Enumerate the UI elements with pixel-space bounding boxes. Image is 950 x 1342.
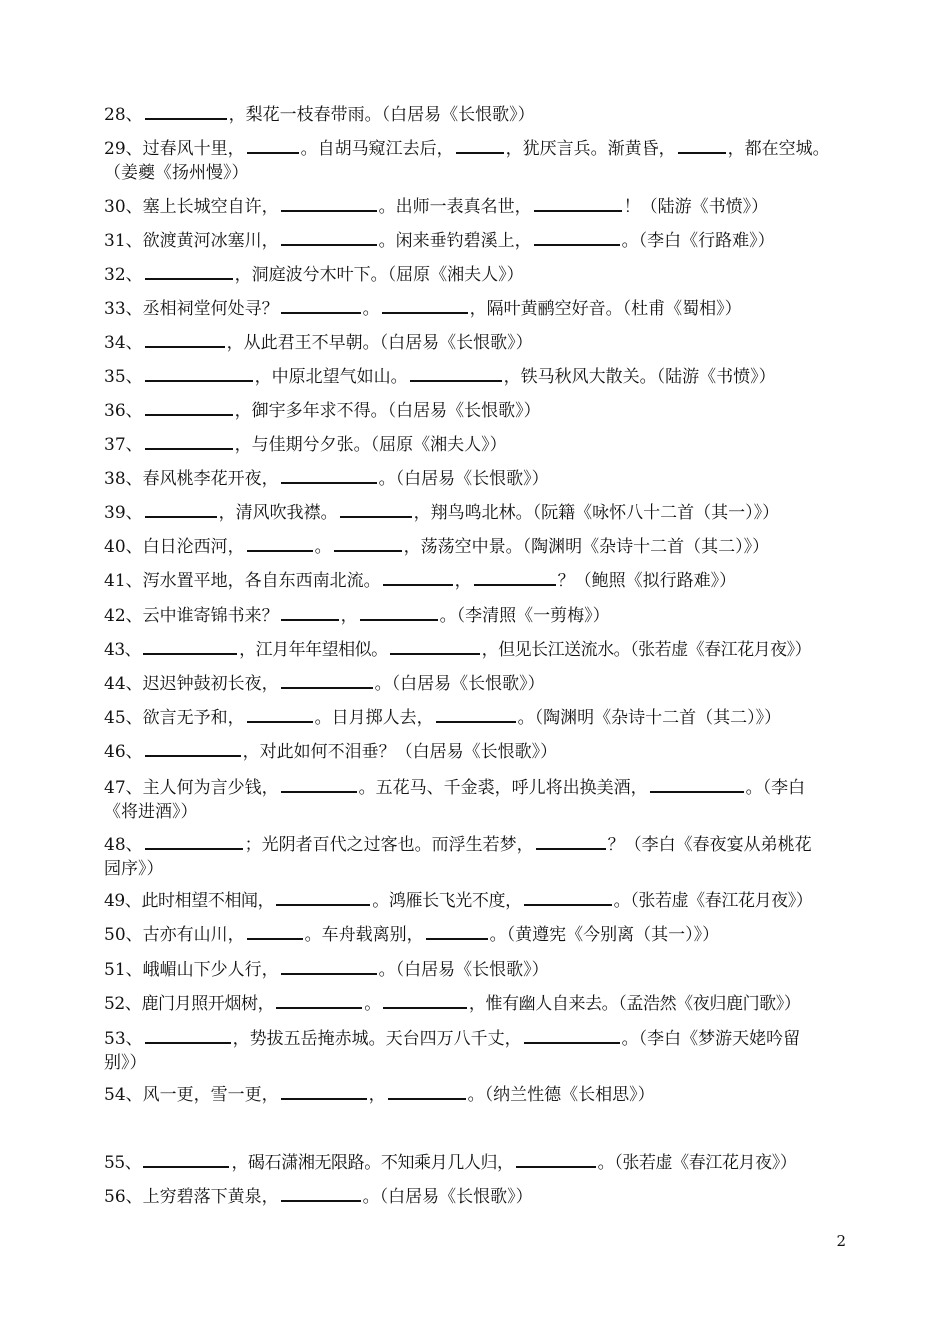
separator: 、 [124, 891, 142, 911]
answer-blank[interactable] [247, 536, 313, 552]
question-text: 。出师一表真名世， [378, 197, 532, 217]
question-47-cont [104, 799, 850, 826]
separator: 、 [125, 674, 143, 694]
separator: 、 [125, 778, 143, 798]
answer-blank[interactable] [534, 196, 622, 212]
answer-blank[interactable] [650, 777, 744, 793]
question-text: ， [340, 606, 358, 626]
answer-blank[interactable] [145, 264, 233, 280]
answer-blank[interactable] [281, 196, 377, 212]
question-number: 50 [104, 925, 126, 945]
separator: 、 [125, 1085, 143, 1105]
question-text: ，清风吹我襟。 [218, 503, 338, 523]
separator: 、 [124, 994, 142, 1014]
question-text: ，从此君王不早朝。（白居易《长恨歌》） [226, 333, 533, 353]
answer-blank[interactable] [456, 138, 504, 154]
answer-blank[interactable] [143, 1152, 229, 1168]
question-48-cont [104, 856, 850, 883]
answer-blank[interactable] [383, 993, 467, 1009]
question-text: 。（黄遵宪《今别离（其一）》） [489, 925, 720, 945]
answer-blank[interactable] [436, 707, 516, 723]
separator: 、 [125, 960, 143, 980]
question-number: 51 [104, 960, 126, 980]
answer-blank[interactable] [145, 332, 225, 348]
question-text: 古亦有山川， [142, 925, 245, 945]
question-36 [104, 398, 850, 425]
separator: 、 [124, 1153, 142, 1173]
question-source: 园序》） [104, 859, 164, 879]
separator: 、 [125, 367, 143, 387]
separator: 、 [125, 105, 143, 125]
question-number: 32 [104, 265, 126, 285]
question-text: ？（李白《春夜宴从弟桃花 [607, 835, 812, 855]
answer-blank[interactable] [281, 605, 339, 621]
answer-blank[interactable] [383, 570, 453, 586]
separator: 、 [125, 1187, 143, 1207]
question-number: 56 [104, 1187, 126, 1207]
question-number: 35 [104, 367, 126, 387]
question-text: 。 [362, 299, 380, 319]
answer-blank[interactable] [276, 993, 362, 1009]
question-text: 主人何为言少钱， [142, 778, 279, 798]
question-number: 47 [104, 778, 126, 798]
question-37 [104, 432, 850, 459]
question-text: ，梨花一枝春带雨。（白居易《长恨歌》） [228, 105, 535, 125]
question-text: 。（李白《梦游天姥吟留 [621, 1029, 801, 1049]
answer-blank[interactable] [474, 570, 556, 586]
question-text: 。（李白《行路难》） [621, 231, 775, 251]
question-29-cont [104, 160, 850, 187]
separator: 、 [125, 231, 143, 251]
question-text: ，碣石潇湘无限路。不知乘月几人归， [231, 1153, 514, 1173]
question-source: 别》） [104, 1053, 147, 1073]
answer-blank[interactable] [145, 366, 253, 382]
answer-blank[interactable] [410, 366, 502, 382]
answer-blank[interactable] [145, 502, 217, 518]
separator: 、 [125, 139, 143, 159]
question-text: ；光阴者百代之过客也。而浮生若梦， [244, 835, 534, 855]
question-text: ，惟有幽人自来去。（孟浩然《夜归鹿门歌》） [468, 994, 801, 1014]
question-text: ，御宇多年求不得。（白居易《长恨歌》） [234, 401, 541, 421]
question-47 [104, 775, 850, 802]
question-number: 29 [104, 139, 126, 159]
question-text: ！（陆游《书愤》） [623, 197, 769, 217]
page-number: 2 [836, 1232, 846, 1250]
answer-blank[interactable] [145, 741, 241, 757]
answer-blank[interactable] [390, 639, 480, 655]
question-53 [104, 1026, 850, 1053]
question-38 [104, 466, 850, 493]
answer-blank[interactable] [281, 959, 377, 975]
question-text: ，荡荡空中景。（陶渊明《杂诗十二首（其二）》） [403, 537, 770, 557]
question-text: ，但见长江送流水。（张若虚《春江花月夜》） [481, 640, 812, 660]
question-text: ，中原北望气如山。 [254, 367, 408, 387]
question-number: 41 [104, 571, 126, 591]
answer-blank[interactable] [524, 1028, 620, 1044]
question-39 [104, 500, 850, 527]
question-text: 。（白居易《长恨歌》） [362, 1187, 533, 1207]
answer-blank[interactable] [426, 924, 488, 940]
separator: 、 [124, 640, 142, 660]
question-text: ，翔鸟鸣北林。（阮籍《咏怀八十二首（其一）》） [413, 503, 780, 523]
answer-blank[interactable] [143, 639, 237, 655]
separator: 、 [125, 299, 143, 319]
answer-blank[interactable] [281, 777, 357, 793]
question-text: 。（白居易《长恨歌》） [374, 674, 545, 694]
answer-blank[interactable] [536, 834, 606, 850]
question-number: 46 [104, 742, 126, 762]
question-33 [104, 296, 850, 323]
question-number: 30 [104, 197, 126, 217]
question-text: 。（陶渊明《杂诗十二首（其二）》） [517, 708, 782, 728]
question-number: 49 [104, 891, 125, 911]
question-text: ， [454, 571, 472, 591]
question-28 [104, 102, 850, 129]
answer-blank[interactable] [388, 1084, 466, 1100]
question-42 [104, 603, 850, 630]
question-text: 。（张若虚《春江花月夜》） [597, 1153, 797, 1173]
answer-blank[interactable] [145, 834, 243, 850]
question-text: 白日沦西河， [142, 537, 245, 557]
question-number: 31 [104, 231, 126, 251]
question-text: ，犹厌言兵。渐黄昏， [505, 139, 676, 159]
separator: 、 [125, 742, 143, 762]
question-text: ，对此如何不泪垂？（白居易《长恨歌》） [242, 742, 558, 762]
question-number: 42 [104, 606, 126, 626]
question-source: 《将进酒》） [104, 802, 198, 822]
answer-blank[interactable] [276, 890, 370, 906]
separator: 、 [125, 401, 143, 421]
question-46 [104, 739, 850, 766]
question-number: 44 [104, 674, 126, 694]
separator: 、 [125, 197, 143, 217]
answer-blank[interactable] [247, 924, 303, 940]
question-text: 过春风十里， [142, 139, 245, 159]
question-35 [104, 364, 850, 391]
answer-blank[interactable] [382, 298, 468, 314]
separator: 、 [125, 1029, 143, 1049]
question-text: 鹿门月照开烟树， [141, 994, 275, 1014]
question-49 [104, 888, 850, 915]
question-number: 48 [104, 835, 126, 855]
answer-blank[interactable] [145, 400, 233, 416]
separator: 、 [125, 606, 143, 626]
question-number: 52 [104, 994, 125, 1014]
question-text: 。（张若虚《春江花月夜》） [613, 891, 813, 911]
separator: 、 [125, 835, 143, 855]
question-56 [104, 1184, 850, 1211]
answer-blank[interactable] [281, 1084, 367, 1100]
question-text: 春风桃李花开夜， [142, 469, 279, 489]
question-number: 36 [104, 401, 126, 421]
question-number: 28 [104, 105, 126, 125]
question-number: 40 [104, 537, 126, 557]
question-text: 风一更，雪一更， [142, 1085, 279, 1105]
question-text: 云中谁寄锦书来？ [142, 606, 279, 626]
answer-blank[interactable] [281, 673, 373, 689]
question-text: 。五花马、千金裘，呼儿将出换美酒， [358, 778, 648, 798]
question-text: ，势拔五岳掩赤城。天台四万八千丈， [232, 1029, 522, 1049]
answer-blank[interactable] [281, 230, 377, 246]
question-53-cont [104, 1050, 850, 1077]
question-text: 峨嵋山下少人行， [142, 960, 279, 980]
question-29 [104, 136, 850, 163]
question-number: 45 [104, 708, 126, 728]
separator: 、 [125, 537, 143, 557]
question-text: ，洞庭波兮木叶下。（屈原《湘夫人》） [234, 265, 524, 285]
question-45 [104, 705, 850, 732]
question-number: 55 [104, 1153, 125, 1173]
question-text: ，铁马秋风大散关。（陆游《书愤》） [503, 367, 776, 387]
question-44 [104, 671, 850, 698]
question-text: ？（鲍照《拟行路难》） [557, 571, 737, 591]
question-number: 54 [104, 1085, 126, 1105]
answer-blank[interactable] [534, 230, 620, 246]
answer-blank[interactable] [678, 138, 726, 154]
question-text: 。车舟载离别， [304, 925, 424, 945]
question-number: 43 [104, 640, 125, 660]
question-text: 。自胡马窥江去后， [300, 139, 454, 159]
answer-blank[interactable] [524, 890, 612, 906]
separator: 、 [125, 925, 143, 945]
question-34 [104, 330, 850, 357]
answer-blank[interactable] [247, 707, 313, 723]
question-text: 丞相祠堂何处寻？ [142, 299, 279, 319]
answer-blank[interactable] [247, 138, 299, 154]
answer-blank[interactable] [281, 298, 361, 314]
question-text: ，隔叶黄鹂空好音。（杜甫《蜀相》） [469, 299, 742, 319]
question-41 [104, 568, 850, 595]
question-31 [104, 228, 850, 255]
answer-blank[interactable] [145, 1028, 231, 1044]
question-text: 。闲来垂钓碧溪上， [378, 231, 532, 251]
separator: 、 [125, 265, 143, 285]
question-text: 欲渡黄河冰塞川， [142, 231, 279, 251]
separator: 、 [125, 469, 143, 489]
question-text: 。（李清照《一剪梅》） [439, 606, 610, 626]
question-text: 。（李白 [745, 778, 806, 798]
question-text: ，与佳期兮夕张。（屈原《湘夫人》） [234, 435, 507, 455]
answer-blank[interactable] [145, 434, 233, 450]
question-text: 塞上长城空自许， [142, 197, 279, 217]
question-text: 此时相望不相闻， [141, 891, 275, 911]
question-number: 34 [104, 333, 126, 353]
question-51 [104, 957, 850, 984]
question-text: 上穷碧落下黄泉， [142, 1187, 279, 1207]
separator: 、 [125, 503, 143, 523]
separator: 、 [125, 333, 143, 353]
question-32 [104, 262, 850, 289]
question-text: 。鸿雁长飞光不度， [372, 891, 522, 911]
question-source: （姜夔《扬州慢》） [104, 163, 249, 183]
question-54 [104, 1082, 850, 1109]
question-text: 。 [364, 994, 381, 1014]
question-text: 。 [314, 537, 332, 557]
answer-blank[interactable] [281, 468, 377, 484]
question-48 [104, 832, 850, 859]
answer-blank[interactable] [360, 605, 438, 621]
question-number: 39 [104, 503, 126, 523]
answer-blank[interactable] [340, 502, 412, 518]
answer-blank[interactable] [145, 104, 227, 120]
question-55 [104, 1150, 850, 1177]
question-text: 欲言无予和， [142, 708, 245, 728]
question-text: 。（白居易《长恨歌》） [378, 469, 549, 489]
question-43 [104, 637, 850, 664]
question-number: 53 [104, 1029, 126, 1049]
question-30 [104, 194, 850, 221]
question-number: 37 [104, 435, 126, 455]
answer-blank[interactable] [516, 1152, 596, 1168]
separator: 、 [125, 708, 143, 728]
question-40 [104, 534, 850, 561]
answer-blank[interactable] [281, 1186, 361, 1202]
question-text: 。日月掷人去， [314, 708, 434, 728]
question-52 [104, 991, 850, 1018]
question-text: ，江月年年望相似。 [239, 640, 388, 660]
question-50 [104, 922, 850, 949]
question-text: ， [368, 1085, 386, 1105]
question-text: 。（白居易《长恨歌》） [378, 960, 549, 980]
answer-blank[interactable] [334, 536, 402, 552]
separator: 、 [125, 571, 143, 591]
question-text: 迟迟钟鼓初长夜， [142, 674, 279, 694]
question-text: 泻水置平地，各自东西南北流。 [142, 571, 381, 591]
question-number: 38 [104, 469, 126, 489]
separator: 、 [125, 435, 143, 455]
question-text: ，都在空城。 [727, 139, 830, 159]
question-number: 33 [104, 299, 126, 319]
question-text: 。（纳兰性德《长相思》） [467, 1085, 655, 1105]
